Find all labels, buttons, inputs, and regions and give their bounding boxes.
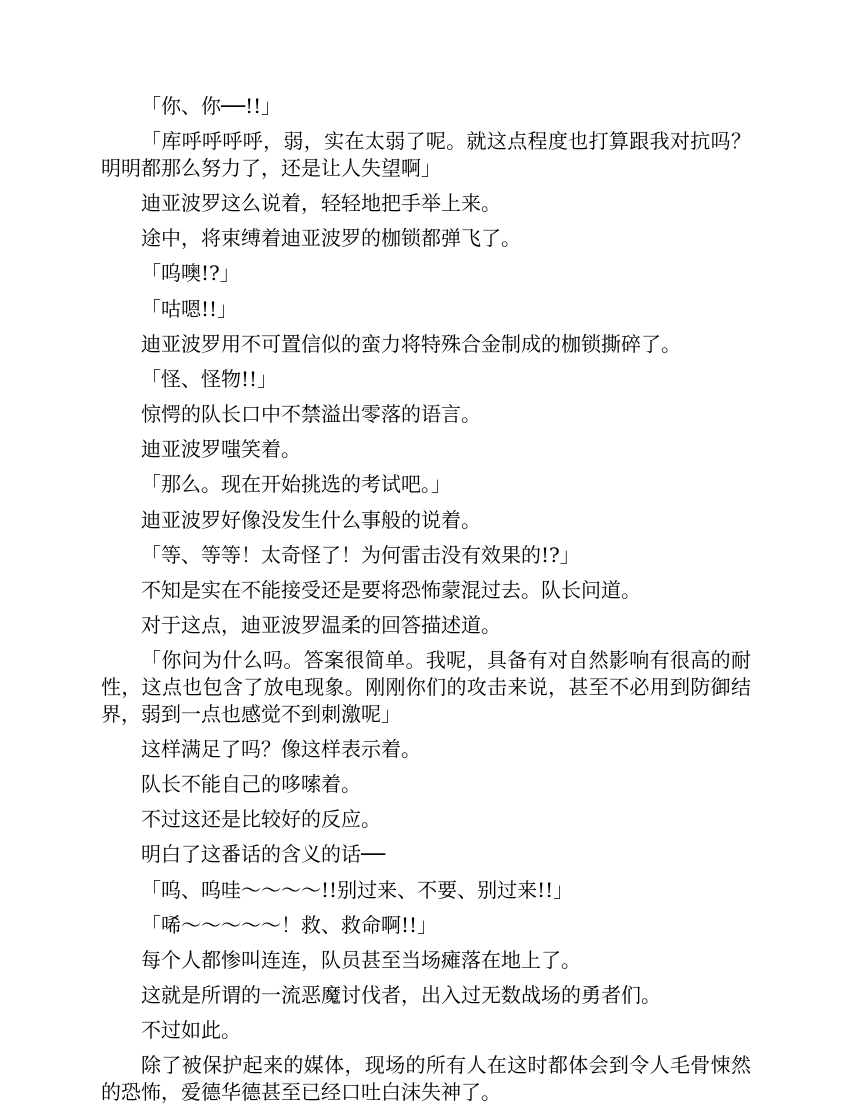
paragraph: 不过如此。 xyxy=(141,1018,241,1043)
paragraph: 「咕嗯!!」 xyxy=(141,296,238,321)
paragraph: 「你问为什么吗。答案很简单。我呢，具备有对自然影响有很高的耐性，这点也包含了放电现象。刚刚你们的攻击来说，甚至不必用到防御结界，弱到一点也感觉不到刺激呢」 xyxy=(101,648,751,726)
paragraph: 「等、等等！太奇怪了！为何雷击没有效果的!?」 xyxy=(141,542,580,567)
paragraph: 除了被保护起来的媒体，现场的所有人在这时都体会到令人毛骨悚然的恐怖，爱德华德甚至已经口吐白沫失神了。 xyxy=(101,1053,751,1105)
paragraph: 明白了这番话的含义的话── xyxy=(141,842,386,867)
paragraph: 队长不能自己的哆嗦着。 xyxy=(141,771,361,796)
paragraph: 不过这还是比较好的反应。 xyxy=(141,807,381,832)
paragraph: 「唏～～～～～！救、救命啊!!」 xyxy=(141,912,438,937)
paragraph: 迪亚波罗用不可置信似的蛮力将特殊合金制成的枷锁撕碎了。 xyxy=(141,331,681,356)
paragraph: 这样满足了吗？像这样表示着。 xyxy=(141,736,421,761)
paragraph: 「你、你──!!」 xyxy=(141,94,282,118)
paragraph: 「库呼呼呼呼，弱，实在太弱了呢。就这点程度也打算跟我对抗吗？明明都那么努力了，还是让人失望啊」 xyxy=(101,129,751,180)
paragraph: 迪亚波罗这么说着，轻轻地把手举上来。 xyxy=(141,190,501,215)
paragraph: 这就是所谓的一流恶魔讨伐者，出入过无数战场的勇者们。 xyxy=(141,983,661,1008)
paragraph: 每个人都惨叫连连，队员甚至当场瘫落在地上了。 xyxy=(141,947,581,972)
paragraph: 「那么。现在开始挑选的考试吧。」 xyxy=(141,472,451,497)
paragraph: 迪亚波罗嗤笑着。 xyxy=(141,437,301,462)
paragraph: 对于这点，迪亚波罗温柔的回答描述道。 xyxy=(141,613,501,638)
paragraph: 不知是实在不能接受还是要将恐怖蒙混过去。队长问道。 xyxy=(141,578,641,603)
paragraph: 惊愕的队长口中不禁溢出零落的语言。 xyxy=(141,402,481,427)
paragraph: 迪亚波罗好像没发生什么事般的说着。 xyxy=(141,507,481,532)
document-body xyxy=(101,93,751,1114)
paragraph: 「呜、呜哇～～～～!!别过来、不要、别过来!!」 xyxy=(141,877,574,902)
paragraph: 途中，将束缚着迪亚波罗的枷锁都弹飞了。 xyxy=(141,226,521,251)
paragraph: 「呜噢!?」 xyxy=(141,261,240,286)
paragraph: 「怪、怪物!!」 xyxy=(141,366,278,391)
